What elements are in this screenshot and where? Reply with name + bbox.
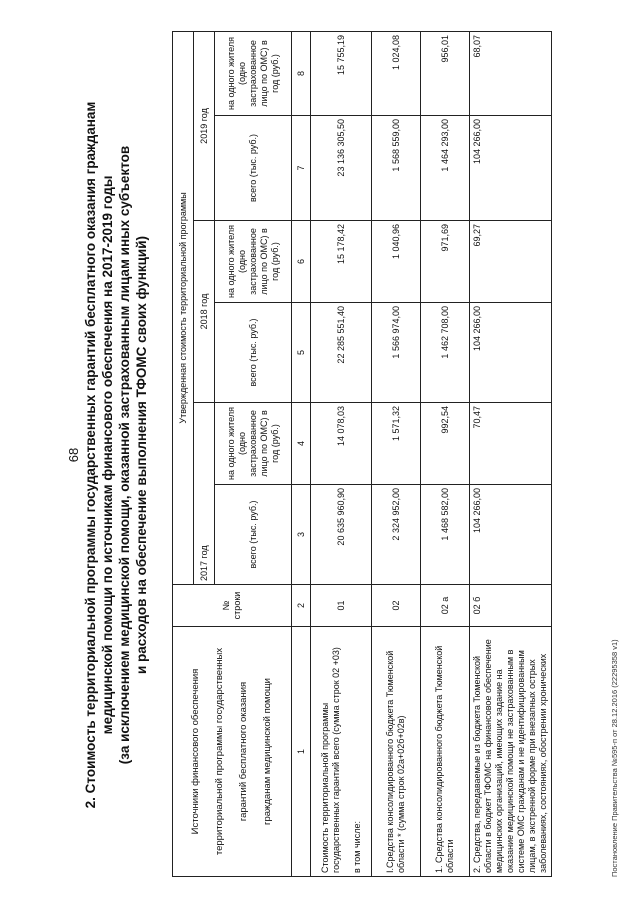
cell-value: 2 324 952,00 xyxy=(372,485,421,585)
title-line: и расходов на обеспечение выполнения ТФОМС своих функций) xyxy=(134,235,149,675)
column-index: 4 xyxy=(292,403,311,485)
row-number: 02 б xyxy=(470,585,552,627)
title-line: (за исключением медицинской помощи, оказанной застрахованным лицам иных субъектов xyxy=(117,145,132,765)
cell-value: 22 285 551,40 xyxy=(311,303,372,403)
header-approved-cost: Утвержденная стоимость территориальной программы xyxy=(173,31,194,584)
header-source-line: Источники финансового обеспечения xyxy=(190,668,201,835)
cell-value: 104 266,00 xyxy=(470,485,552,585)
row-name: 2. Средства, передаваемые из бюджета Тюменской области в бюджет ТФОМС на финансовое обеспечение медицинских организаций, имеющих задание на оказание медицинской помощи не застрахованным в системе ОМС гражданам и не идентифицированным лицам, в экстренной форме при внезапных острых заболеваниях, состояниях, обострении хронических xyxy=(470,627,552,877)
row-name-text: Стоимость территориальной программы государственных гарантий всего (сумма строк 02 +03) xyxy=(319,647,341,873)
cell-value: 1 568 559,00 xyxy=(372,116,421,221)
title-line: медицинской помощи по источникам финансового обеспечения на 2017-2019 годы xyxy=(100,175,115,735)
cell-value: 14 078,03 xyxy=(311,403,372,485)
header-row-number: № строки xyxy=(173,585,292,627)
header-source xyxy=(173,627,292,877)
row-number: 01 xyxy=(311,585,372,627)
table-row xyxy=(421,31,470,876)
cell-value: 70,47 xyxy=(470,403,552,485)
row-name: I.Средства консолидированного бюджета Тюменской области * (сумма строк 02а+02б+02в) xyxy=(372,627,421,877)
row-note: в том числе: xyxy=(351,821,362,873)
page-number: 68 xyxy=(66,447,81,463)
header-year-2017: 2017 год xyxy=(194,403,215,585)
header-source-line: территориальной программы государственных xyxy=(214,647,225,856)
header-year-2018: 2018 год xyxy=(194,221,215,403)
column-index: 1 xyxy=(292,627,311,877)
column-index: 6 xyxy=(292,221,311,303)
cell-value: 971,69 xyxy=(421,221,470,303)
document-title xyxy=(82,75,150,835)
footer-note: Постановление Правительства №595-п от 28.12.2016 (22295358 v1) xyxy=(610,639,619,877)
cell-value: 1 024,08 xyxy=(372,31,421,115)
cell-value: 69,27 xyxy=(470,221,552,303)
title-line: 2. Стоимость территориальной программы государственных гарантий бесплатного оказания гражданам xyxy=(83,101,98,809)
header-per-capita: на одного жителя (одно застрахованное лицо по ОМС) в год (руб.) xyxy=(215,403,292,485)
header-total: всего (тыс. руб.) xyxy=(215,485,292,585)
cost-table xyxy=(172,31,552,877)
cell-value: 23 136 305,50 xyxy=(311,116,372,221)
cell-value: 20 635 960,90 xyxy=(311,485,372,585)
cell-value: 68,07 xyxy=(470,31,552,115)
header-per-capita: на одного жителя (одно застрахованное лицо по ОМС) в год (руб.) xyxy=(215,31,292,115)
row-name xyxy=(311,627,372,877)
row-name: 1. Средства консолидированного бюджета Тюменской области xyxy=(421,627,470,877)
cell-value: 1 571,32 xyxy=(372,403,421,485)
table-row xyxy=(311,31,372,876)
column-index: 5 xyxy=(292,303,311,403)
column-index: 8 xyxy=(292,31,311,115)
table-row xyxy=(470,31,552,876)
row-number: 02 xyxy=(372,585,421,627)
cell-value: 1 464 293,00 xyxy=(421,116,470,221)
cell-value: 104 266,00 xyxy=(470,116,552,221)
column-index: 2 xyxy=(292,585,311,627)
header-source-line: гарантий бесплатного оказания xyxy=(238,681,249,822)
header-source-line: гражданам медицинской помощи xyxy=(262,678,273,825)
cell-value: 1 040,96 xyxy=(372,221,421,303)
header-per-capita: на одного жителя (одно застрахованное лицо по ОМС) в год (руб.) xyxy=(215,221,292,303)
header-year-2019: 2019 год xyxy=(194,31,215,220)
column-index: 3 xyxy=(292,485,311,585)
header-total: всего (тыс. руб.) xyxy=(215,303,292,403)
column-index: 7 xyxy=(292,116,311,221)
cell-value: 1 462 708,00 xyxy=(421,303,470,403)
cell-value: 104 266,00 xyxy=(470,303,552,403)
header-total: всего (тыс. руб.) xyxy=(215,116,292,221)
cell-value: 15 178,42 xyxy=(311,221,372,303)
cell-value: 992,54 xyxy=(421,403,470,485)
table-row xyxy=(372,31,421,876)
cell-value: 956,01 xyxy=(421,31,470,115)
cell-value: 1 566 974,00 xyxy=(372,303,421,403)
row-number: 02 а xyxy=(421,585,470,627)
cell-value: 15 755,19 xyxy=(311,31,372,115)
cell-value: 1 468 582,00 xyxy=(421,485,470,585)
